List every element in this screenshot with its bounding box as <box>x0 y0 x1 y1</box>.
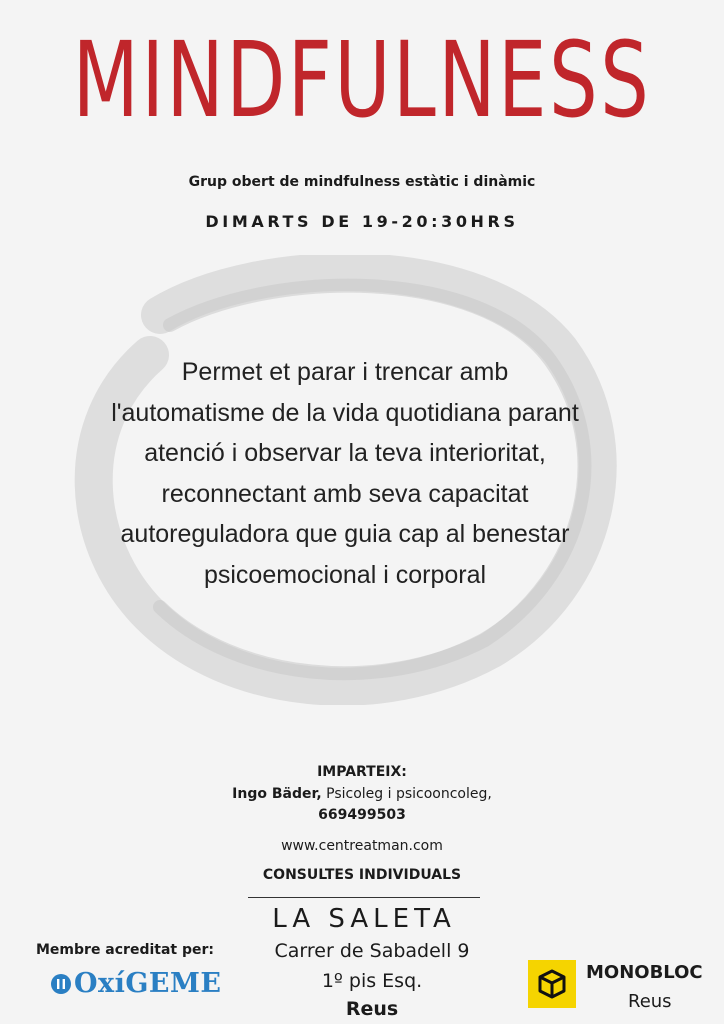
oxigeme-logo-text: OxíGEME <box>74 968 222 999</box>
venue-name: LA SALETA <box>272 904 456 934</box>
instructor-role: Psicoleg i psicooncoleg, <box>321 786 492 802</box>
divider <box>248 897 480 898</box>
venue-street: Carrer de Sabadell 9 <box>274 940 470 962</box>
phone-number: 669499503 <box>318 807 406 823</box>
consultes-label: CONSULTES INDIVIDUALS <box>262 867 462 883</box>
venue-floor: 1º pis Esq. <box>321 970 423 992</box>
membership-label: Membre acreditat per: <box>36 942 215 958</box>
instructor-line <box>0 786 724 802</box>
description-text: Permet et parar i trencar amb l'automatisme de la vida quotidiana parant atenció i observar la teva interioritat, reconnectant amb seva capacitat autoreguladora que guia cap al benestar psicoemocional i corporal <box>111 358 579 589</box>
monobloc-cube-icon <box>528 960 576 1008</box>
venue-city: Reus <box>345 998 399 1020</box>
instructor-name: Ingo Bäder, <box>232 786 322 802</box>
partner-city: Reus <box>628 991 672 1012</box>
schedule: DIMARTS DE 19-20:30HRS <box>205 212 519 231</box>
partner-name: MONOBLOC <box>586 962 703 983</box>
website-link[interactable]: www.centreatman.com <box>281 838 443 854</box>
instructor-label: IMPARTEIX: <box>317 764 407 780</box>
subtitle: Grup obert de mindfulness estàtic i dinàmic <box>188 174 536 190</box>
oxigeme-bubble-icon <box>50 973 72 995</box>
oxigeme-logo <box>50 968 221 999</box>
page-title: MINDFULNESS <box>72 19 652 141</box>
